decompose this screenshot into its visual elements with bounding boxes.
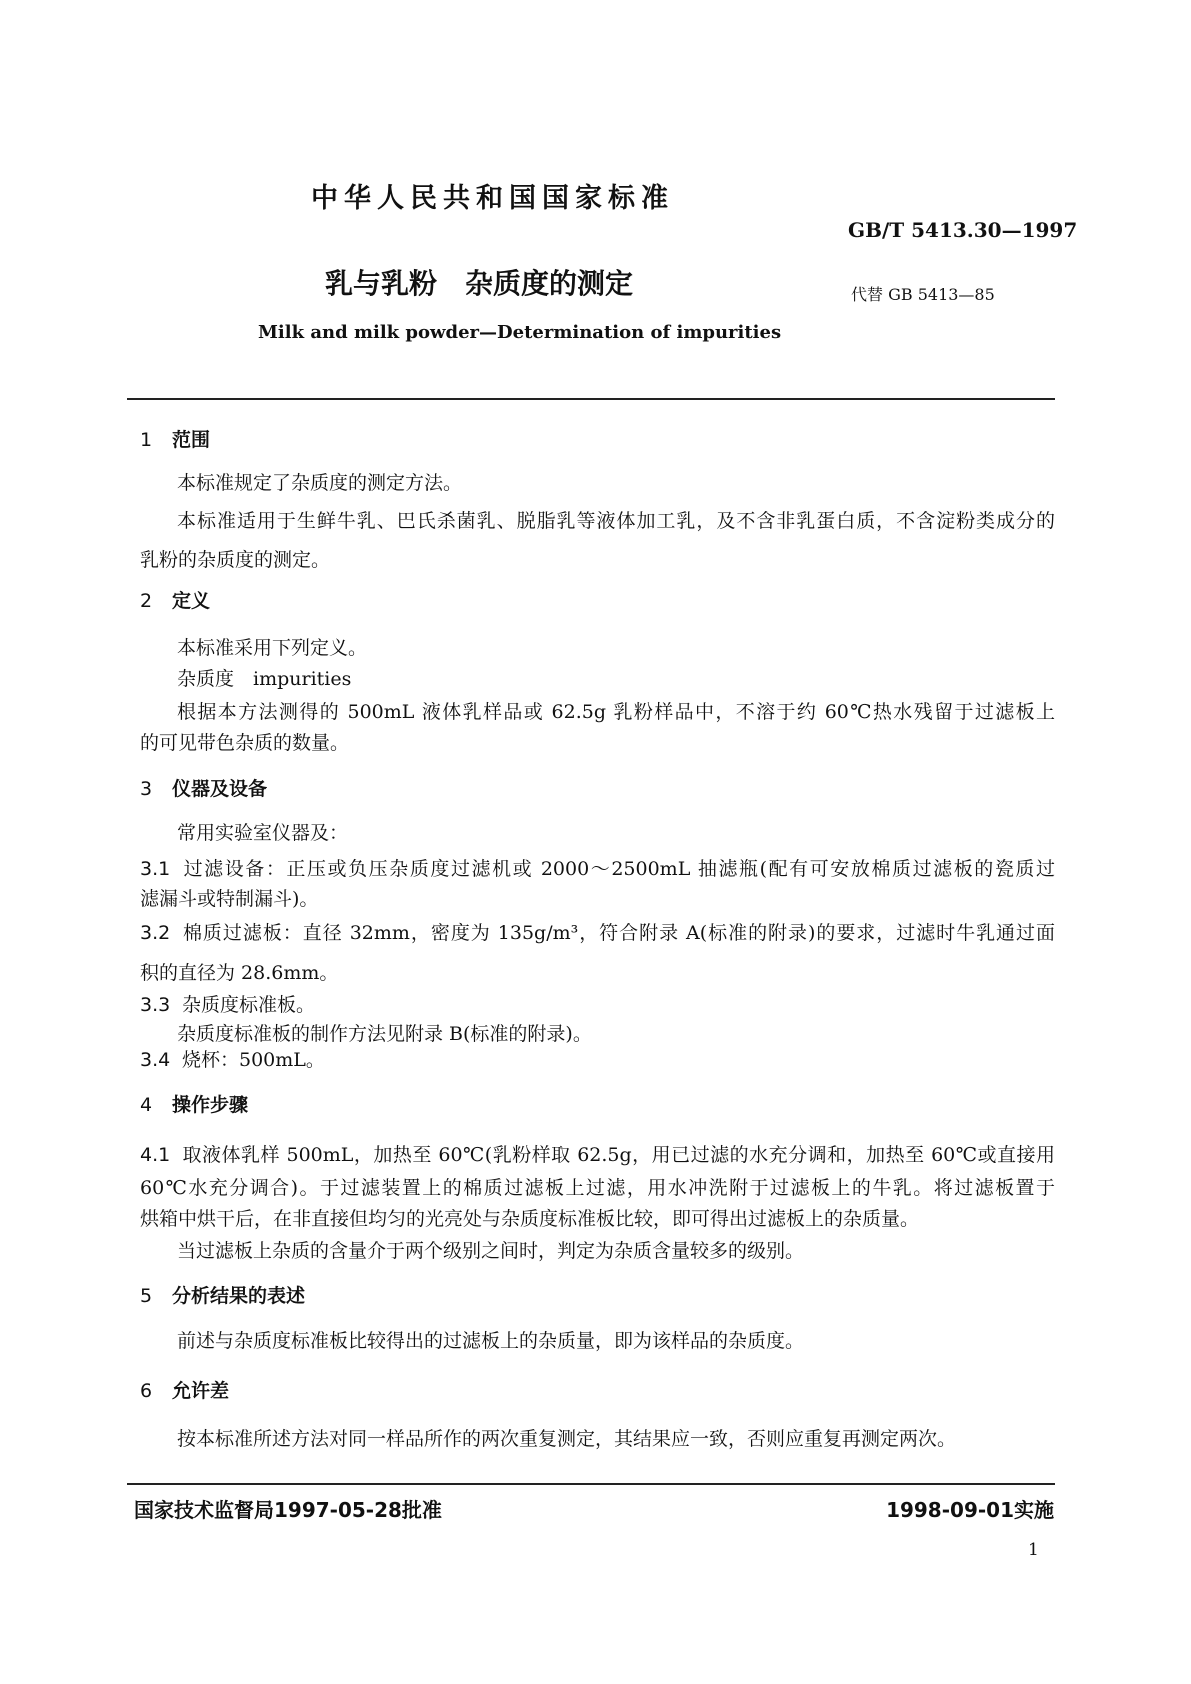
header-divider	[127, 398, 1055, 400]
paragraph: 按本标准所述方法对同一样品所作的两次重复测定，其结果应一致，否则应重复再测定两次。	[177, 1428, 957, 1450]
term: 杂质度 impurities	[177, 668, 352, 690]
approval-date: 国家技术监督局1997-05-28批准	[134, 1498, 442, 1522]
definition: 根据本方法测得的 500mL 液体乳样品或 62.5g 乳粉样品中，不溶于约 60℃热水残留于过滤板上	[177, 701, 1055, 723]
footer-divider	[127, 1483, 1055, 1485]
section-3-heading: 3 仪器及设备	[140, 778, 268, 800]
clause-3-3: 3.3 杂质度标准板。	[140, 994, 316, 1016]
paragraph: 当过滤板上杂质的含量介于两个级别之间时，判定为杂质含量较多的级别。	[177, 1240, 805, 1262]
section-1-heading: 1 范围	[140, 429, 211, 451]
paragraph: 常用实验室仪器及：	[177, 822, 349, 844]
paragraph: 本标准规定了杂质度的测定方法。	[177, 472, 463, 494]
section-6-heading: 6 允许差	[140, 1380, 230, 1402]
definition-cont: 的可见带色杂质的数量。	[140, 732, 350, 754]
paragraph: 前述与杂质度标准板比较得出的过滤板上的杂质量，即为该样品的杂质度。	[177, 1330, 805, 1352]
paragraph: 本标准适用于生鲜牛乳、巴氏杀菌乳、脱脂乳等液体加工乳，及不含非乳蛋白质，不含淀粉类成分的	[177, 510, 1055, 532]
clause-3-3-cont: 杂质度标准板的制作方法见附录 B(标准的附录)。	[177, 1023, 592, 1045]
standard-number: GB/T 5413.30—1997	[848, 218, 1078, 242]
page-number: 1	[1028, 1540, 1039, 1560]
org-title: 中华人民共和国国家标准	[311, 183, 674, 214]
section-4-heading: 4 操作步骤	[140, 1094, 249, 1116]
paragraph: 本标准采用下列定义。	[177, 637, 368, 659]
clause-4-1-cont: 烘箱中烘干后，在非直接但均匀的光亮处与杂质度标准板比较，即可得出过滤板上的杂质量。	[140, 1208, 920, 1230]
clause-3-1: 3.1 过滤设备：正压或负压杂质度过滤机或 2000～2500mL 抽滤瓶(配有可安放棉质过滤板的瓷质过	[140, 858, 1055, 880]
clause-3-1-cont: 滤漏斗或特制漏斗)。	[140, 888, 319, 910]
clause-4-1: 4.1 取液体乳样 500mL，加热至 60℃(乳粉样取 62.5g，用已过滤的水充分调和，加热至 60℃或直接用	[140, 1144, 1055, 1166]
effective-date: 1998-09-01实施	[886, 1498, 1054, 1522]
clause-3-2: 3.2 棉质过滤板：直径 32mm，密度为 135g/m³，符合附录 A(标准的附录)的要求，过滤时牛乳通过面	[140, 922, 1055, 944]
replaces-note: 代替 GB 5413—85	[851, 285, 995, 304]
section-5-heading: 5 分析结果的表述	[140, 1285, 306, 1307]
paragraph-cont: 乳粉的杂质度的测定。	[140, 549, 331, 571]
document-title: 乳与乳粉 杂质度的测定	[325, 267, 634, 300]
clause-3-4: 3.4 烧杯：500mL。	[140, 1049, 325, 1071]
clause-3-2-cont: 积的直径为 28.6mm。	[140, 962, 339, 984]
english-title: Milk and milk powder—Determination of impurities	[258, 322, 782, 343]
section-2-heading: 2 定义	[140, 590, 211, 612]
clause-4-1-cont: 60℃水充分调合)。于过滤装置上的棉质过滤板上过滤，用水冲洗附于过滤板上的牛乳。将过滤板置于	[140, 1177, 1055, 1199]
